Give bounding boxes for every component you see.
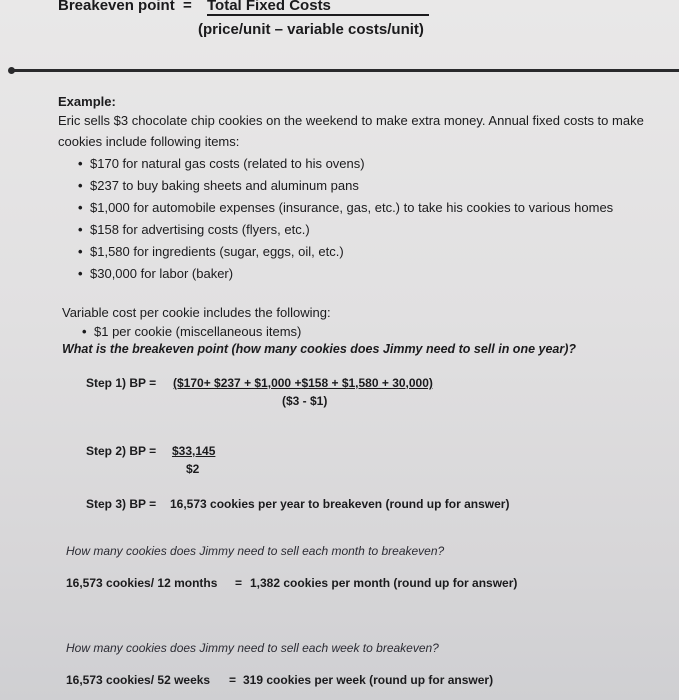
formula-numerator: Total Fixed Costs bbox=[207, 0, 331, 14]
step2-denominator: $2 bbox=[186, 462, 200, 476]
monthly-equals: = bbox=[235, 576, 243, 590]
section-divider bbox=[14, 69, 679, 72]
fixed-cost-item: • $1,000 for automobile expenses (insurance, gas, etc.) to take his cookies to various homes bbox=[78, 200, 613, 215]
step1-denominator: ($3 - $1) bbox=[282, 394, 328, 408]
fixed-cost-item: • $30,000 for labor (baker) bbox=[78, 266, 233, 281]
weekly-question: How many cookies does Jimmy need to sell each week to breakeven? bbox=[66, 641, 439, 655]
example-question: What is the breakeven point (how many cookies does Jimmy need to sell in one year)? bbox=[62, 342, 577, 356]
step2-label: Step 2) BP = bbox=[86, 444, 157, 458]
variable-cost-intro: Variable cost per cookie includes the following: bbox=[62, 305, 331, 320]
step3-label: Step 3) BP = bbox=[86, 497, 157, 511]
example-intro-line1: Eric sells $3 chocolate chip cookies on the weekend to make extra money. Annual fixed costs to make bbox=[58, 113, 644, 128]
weekly-equals: = bbox=[229, 673, 237, 687]
fixed-cost-item: • $158 for advertising costs (flyers, etc.) bbox=[78, 222, 310, 237]
formula-denominator: (price/unit – variable costs/unit) bbox=[198, 21, 424, 38]
formula-label: Breakeven point bbox=[58, 0, 175, 14]
formula-equals: = bbox=[183, 0, 192, 14]
step3-result: 16,573 cookies per year to breakeven (round up for answer) bbox=[170, 497, 510, 511]
step2-numerator: $33,145 bbox=[172, 444, 216, 458]
weekly-calc: 16,573 cookies/ 52 weeks bbox=[66, 673, 211, 687]
monthly-calc: 16,573 cookies/ 12 months bbox=[66, 576, 218, 590]
monthly-question: How many cookies does Jimmy need to sell each month to breakeven? bbox=[66, 544, 445, 558]
example-heading: Example: bbox=[58, 94, 116, 109]
step1-numerator: ($170+ $237 + $1,000 +$158 + $1,580 + 30,000) bbox=[173, 376, 433, 390]
fixed-cost-item: • $170 for natural gas costs (related to his ovens) bbox=[78, 156, 365, 171]
variable-cost-item: • $1 per cookie (miscellaneous items) bbox=[82, 324, 301, 339]
fixed-cost-item: • $1,580 for ingredients (sugar, eggs, oil, etc.) bbox=[78, 244, 344, 259]
fixed-cost-item: • $237 to buy baking sheets and aluminum pans bbox=[78, 178, 359, 193]
example-intro-line2: cookies include following items: bbox=[58, 134, 240, 149]
weekly-result: 319 cookies per week (round up for answer) bbox=[243, 673, 494, 687]
formula-fraction-bar bbox=[207, 14, 429, 16]
monthly-result: 1,382 cookies per month (round up for answer) bbox=[250, 576, 518, 590]
step1-label: Step 1) BP = bbox=[86, 376, 157, 390]
